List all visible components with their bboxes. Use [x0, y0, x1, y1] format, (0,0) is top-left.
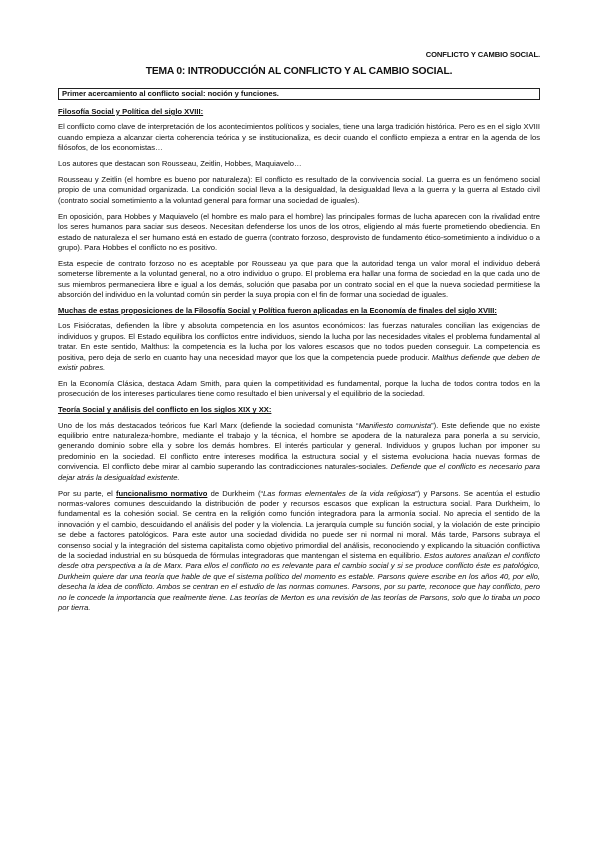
paragraph-authors: Los autores que destacan son Rousseau, Zeitlin, Hobbes, Maquiavelo…: [58, 159, 302, 169]
paragraph-adam-smith: En la Economía Clásica, destaca Adam Smith, para quien la competitividad es fundamental, porque la lucha de todos contra todos en la prosecución de los intereses particulares tiene como resultado el bien universal y el equilibrio de la sociedad.: [58, 378, 540, 399]
document-body: [58, 107, 540, 619]
marx-italic: Defiende que el conflicto es necesario para dejar atrás la desigualdad existente.: [58, 462, 540, 482]
subheading-economy-xviii: Muchas de estas proposiciones de la Filosofía Social y Política fueron aplicadas en la Economía de finales del siglo XVIII:: [58, 306, 497, 315]
marx-text-2: ”). Este defiende que no existe equilibrio entre naturaleza-hombre, mediante el trabajo y la técnica, el hombre se apodera de la naturaleza para ponerla a su servicio, generando dominio sobre ella y sobre los demás hombres. El interés particular y general. Individuos y grupos luchan por imponer su predominio en la sociedad. El conflicto entre intereses modifica la estructura social y el sistema evoluciona hacia nuevas formas de convivencia. El conflicto debe mirar al cambio superando las contradicciones naturales-sociales.: [58, 420, 540, 472]
paragraph-rousseau-zeitlin: Rousseau y Zeitlin (el hombre es bueno por naturaleza): El conflicto es resultado de la convivencia social. La guerra es un fenómeno social propio de una comunidad organizada. La condición social lleva a la desigualdad, la desigualdad lleva a la guerra y la guerra al Estado civil (contrato social sometimiento a la voluntad general para formar una sociedad de iguales).: [58, 175, 540, 205]
manifesto-title: Manifiesto comunista: [358, 420, 432, 430]
running-header: CONFLICTO Y CAMBIO SOCIAL.: [425, 50, 540, 59]
paragraph-marx: [58, 421, 540, 483]
durkheim-book-title: Las formas elementales de la vida religiosa: [263, 488, 416, 498]
subheading-social-theory: Teoría Social y análisis del conflicto en los siglos XIX y XX:: [58, 405, 272, 415]
func-text-1: Por su parte, el: [58, 488, 116, 498]
paragraph-hobbes-maquiavelo: En oposición, para Hobbes y Maquiavelo (el hombre es malo para el hombre) las principales formas de lucha aparecen con la rivalidad entre los seres humanos para saciar sus deseos. Necesitan defenderse los unos de los otros, eligiendo al más fuerte prometiendo obediencia. En estado de naturaleza el ser humano está en estado de guerra (contrato forzoso, desprovisto de fundamento ético-sometimiento a individuo o a grupo). Para Hobbes el conflicto no es positivo.: [58, 211, 540, 252]
functionalism-term: funcionalismo normativo: [116, 488, 208, 498]
section-heading-box: Primer acercamiento al conflicto social: noción y funciones.: [58, 88, 540, 100]
page-title: TEMA 0: INTRODUCCIÓN AL CONFLICTO Y AL CAMBIO SOCIAL.: [145, 66, 453, 77]
paragraph-forced-contract: Esta especie de contrato forzoso no es aceptable por Rousseau ya que para que la autoridad tenga un valor moral el individuo deberá someterse libremente a la voluntad general, no a otro individuo o grupo. El problema era hallar una forma de sociedad en la que cada uno de sus miembros permaneciera libre e igual a los demás, solución que pasaba por un contrato social en el que la nueva sociedad permitiese la absorción del individuo en la voluntad común sin perder la suya propia con el fin de formar una sociedad de iguales.: [58, 258, 540, 300]
paragraph-physiocrats: [58, 321, 540, 373]
malthus-italic: Malthus defiende que deben de existir pobres.: [58, 352, 540, 373]
paragraph-functionalism: [58, 489, 540, 614]
func-italic: Estos autores analizan el conflicto desde otra perspectiva a la de Marx. Para ellos el conflicto no es relevante para el cambio social y si se produce conflicto éste es patológico, Durkheim quiere dar una teoría que hable de que el sistema político del momento es estable. Parsons quiere escribe en los años 40, por ello, desecha la idea de conflicto. Ambos se centran en el estudio de las normas comunes. Parsons, por su parte, reconoce que hay conflicto, pero no le concede la importancia que realmente tiene. Las teorías de Merton es una revisión de las teorías de Parsons, solo que lo tiraba un poco por tierra.: [58, 551, 540, 613]
func-text-3: ”) y Parsons. Se acentúa el estudio normas-valores comunes descuidando la distribución de poder y recursos escasos que explican la estructura social. Para Durkheim, lo fundamental es la cohesión social. Se centra en la religión como función integradora para la armonía social. No aprecia el sentido de la innovación y el cambio, descuidando el análisis del poder y la violencia. La jerarquía cumple su función social, y la violación de este principio se debe a factores patológicos. Para este autor una sociedad dividida no puede ser ni normal ni moral. Más tarde, Parsons subraya el consenso social y la integración del sistema capitalista como objetivo primordial del análisis, reconociendo y explicando la situación conflictiva de la sociedad industrial en su búsqueda de fórmulas integradoras que mantengan el sistema en equilibrio.: [58, 488, 541, 561]
func-text-2: de Durkheim (“: [207, 488, 264, 498]
physiocrats-text: Los Fisiócratas, defienden la libre y absoluta competencia en los asuntos económicos: las fuerzas naturales concilian las exigencias de individuos y grupos. El Estado equilibra los conflictos entre individuos, siendo la lucha por las necesidades vitales el problema fundamental al tratar. En este sentido, Malthus: la competencia es la lucha por los valores escasos que no todos pueden conseguir. La competencia es positiva, pero deja de serlo en cuanto hay una necesidad mayor que los que la competencia puede producir.: [58, 321, 540, 362]
subheading-philosophy-xviii: Filosofía Social y Política del siglo XVIII:: [58, 107, 204, 116]
paragraph-conflict-tradition: El conflicto como clave de interpretación de los acontecimientos políticos y sociales, tiene una larga tradición histórica. Pero es en el siglo XVIII cuando empieza a alcanzar cierta coherencia teórica y se institucionaliza, es decir cuando el conflicto empieza a entrar en la agenda de los filósofos, de los economistas…: [58, 122, 540, 153]
marx-text-1: Uno de los más destacados teóricos fue Karl Marx (defiende la sociedad comunista “: [58, 420, 359, 430]
